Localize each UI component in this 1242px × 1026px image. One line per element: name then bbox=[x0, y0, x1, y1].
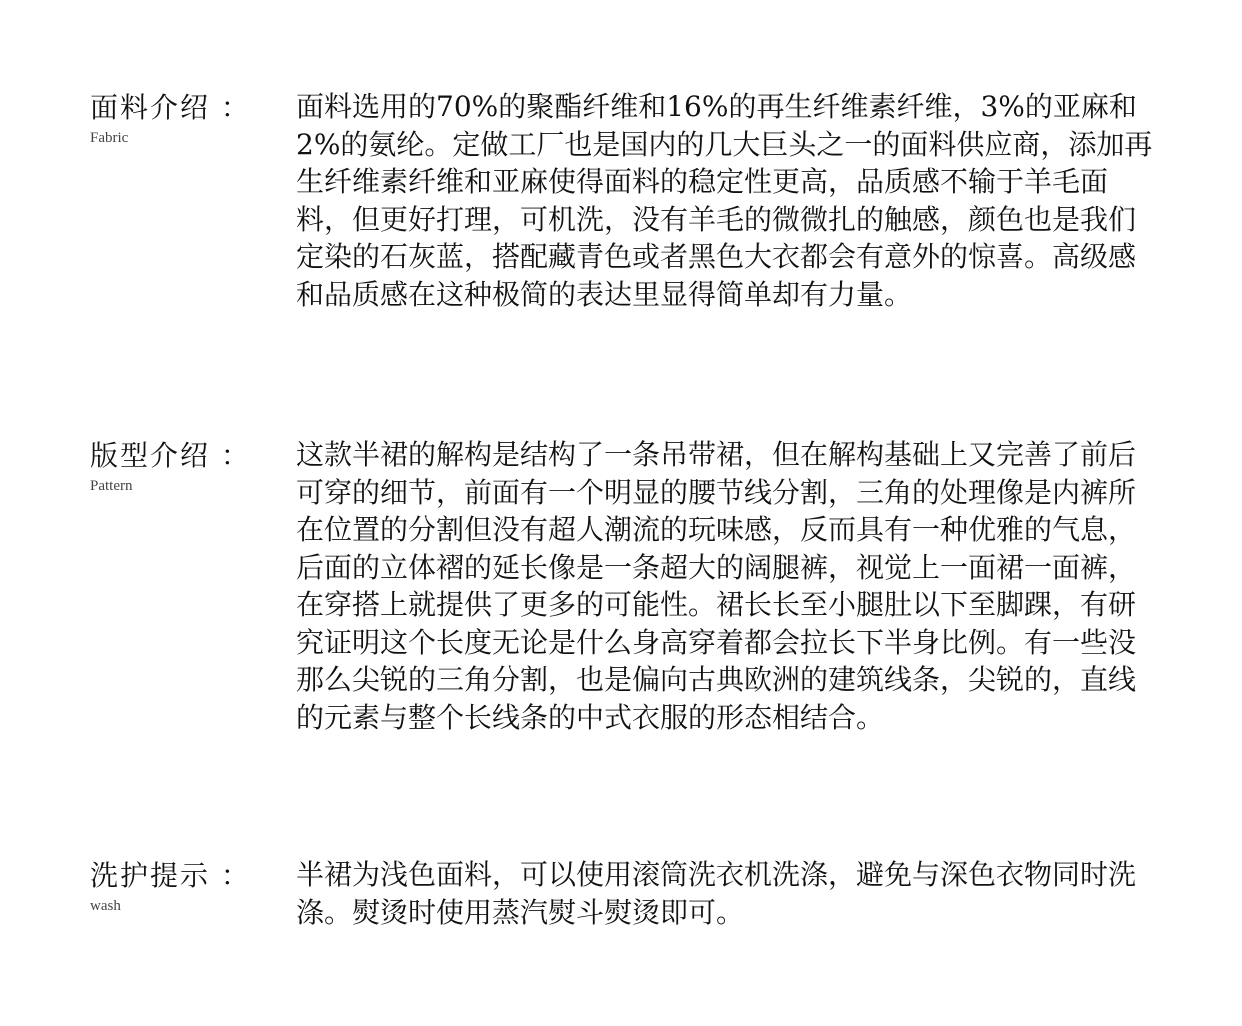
pattern-label bbox=[90, 436, 280, 496]
wash-label-en: wash bbox=[90, 898, 121, 914]
fabric-description: 面料选用的70%的聚酯纤维和16%的再生纤维素纤维，3%的亚麻和2%的氨纶。定做工厂也是国内的几大巨头之一的面料供应商，添加再生纤维素纤维和亚麻使得面料的稳定性更高，品质感不输于羊毛面料，但更好打理，可机洗，没有羊毛的微微扎的触感，颜色也是我们定染的石灰蓝，搭配藏青色或者黑色大衣都会有意外的惊喜。高级感和品质感在这种极简的表达里显得简单却有力量。 bbox=[296, 90, 1153, 311]
fabric-label-cn: 面料介绍 ： bbox=[90, 91, 251, 124]
pattern-label-cn: 版型介绍 ： bbox=[90, 439, 251, 472]
pattern-label-en: Pattern bbox=[90, 478, 133, 494]
wash-label bbox=[90, 856, 280, 916]
wash-label-cn: 洗护提示 ： bbox=[90, 859, 251, 892]
fabric-label bbox=[90, 88, 280, 148]
fabric-label-en: Fabric bbox=[90, 130, 129, 146]
wash-description: 半裙为浅色面料，可以使用滚筒洗衣机洗涤，避免与深色衣物同时洗涤。熨烫时使用蒸汽熨斗熨烫即可。 bbox=[296, 858, 1137, 929]
pattern-description: 这款半裙的解构是结构了一条吊带裙，但在解构基础上又完善了前后可穿的细节，前面有一个明显的腰节线分割，三角的处理像是内裤所在位置的分割但没有超人潮流的玩味感，反而具有一种优雅的气息，后面的立体褶的延长像是一条超大的阔腿裤，视觉上一面裙一面裤，在穿搭上就提供了更多的可能性。裙长长至小腿肚以下至脚踝，有研究证明这个长度无论是什么身高穿着都会拉长下半身比例。有一些没那么尖锐的三角分割，也是偏向古典欧洲的建筑线条，尖锐的，直线的元素与整个长线条的中式衣服的形态相结合。 bbox=[296, 438, 1137, 734]
